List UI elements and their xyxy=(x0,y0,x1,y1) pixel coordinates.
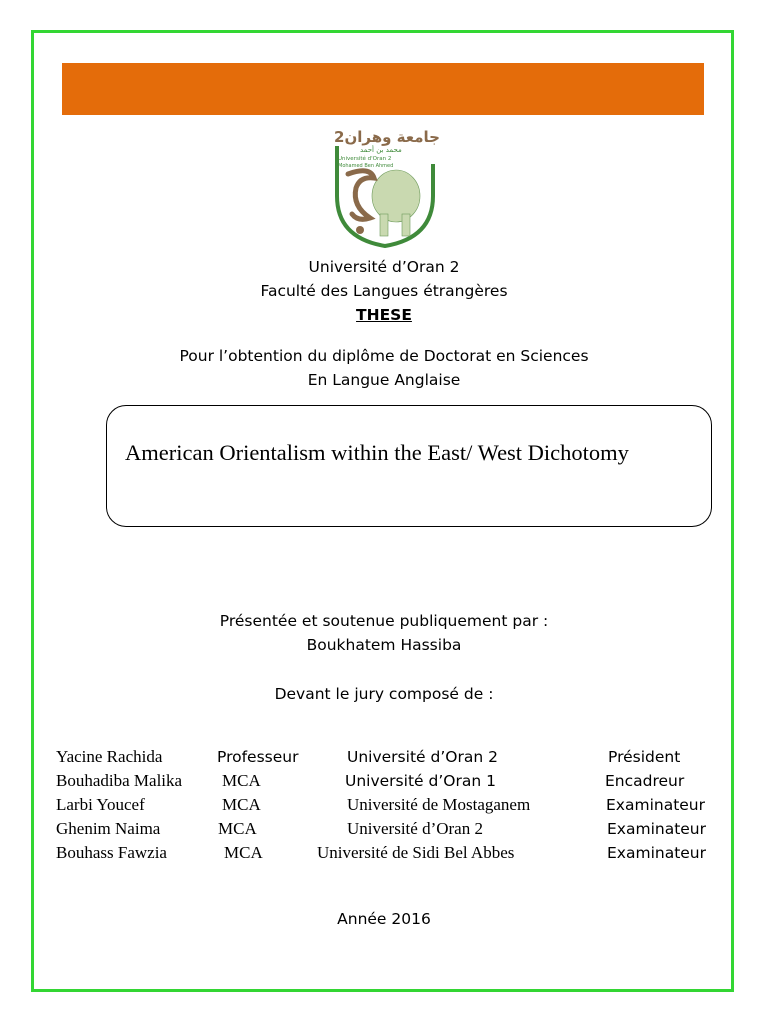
jury-name: Ghenim Naima xyxy=(56,819,161,838)
jury-row xyxy=(0,770,768,792)
document-type: THESE xyxy=(356,306,412,324)
jury-institution: Université d’Oran 1 xyxy=(345,772,496,790)
jury-row xyxy=(0,794,768,816)
purpose-line-2: En Langue Anglaise xyxy=(307,371,461,389)
faculty-name: Faculté des Langues étrangères xyxy=(260,282,508,300)
jury-role: Examinateur xyxy=(607,820,707,838)
presented-by-label: Présentée et soutenue publiquement par : xyxy=(219,612,549,630)
thesis-title-box xyxy=(106,405,712,527)
jury-rank: Professeur xyxy=(217,748,299,766)
jury-name: Yacine Rachida xyxy=(56,747,163,766)
logo-arabic-subtext: محمد بن أحمد xyxy=(360,146,402,154)
jury-name: Bouhadiba Malika xyxy=(56,771,183,790)
jury-rank: MCA xyxy=(218,819,257,838)
thesis-title: American Orientalism within the East/ West Dichotomy xyxy=(125,440,629,465)
header-banner xyxy=(62,63,704,115)
jury-row xyxy=(0,818,768,840)
jury-institution: Université d’Oran 2 xyxy=(347,748,498,766)
jury-intro: Devant le jury composé de : xyxy=(274,685,494,703)
jury-institution: Université de Sidi Bel Abbes xyxy=(317,843,515,862)
jury-rank: MCA xyxy=(224,843,263,862)
jury-institution: Université de Mostaganem xyxy=(347,795,531,814)
jury-role: Examinateur xyxy=(607,844,707,862)
jury-role: Examinateur xyxy=(606,796,706,814)
jury-name: Bouhass Fawzia xyxy=(56,843,167,862)
logo-latin-text-2: Mohamed Ben Ahmed xyxy=(338,163,394,169)
university-logo xyxy=(330,126,440,248)
jury-rank: MCA xyxy=(222,771,261,790)
jury-role: Encadreur xyxy=(605,772,685,790)
year: Année 2016 xyxy=(337,910,431,928)
jury-row xyxy=(0,842,768,864)
logo-latin-text-1: Université d'Oran 2 xyxy=(338,156,392,162)
logo-arabic-text: جامعة وهران2 xyxy=(334,128,440,146)
jury-rank: MCA xyxy=(222,795,261,814)
purpose-line-1: Pour l’obtention du diplôme de Doctorat en Sciences xyxy=(179,347,589,365)
jury-row xyxy=(0,746,768,768)
jury-institution: Université d’Oran 2 xyxy=(347,819,483,838)
jury-name: Larbi Youcef xyxy=(56,795,145,814)
author-name: Boukhatem Hassiba xyxy=(306,636,462,654)
university-name: Université d’Oran 2 xyxy=(308,258,460,276)
jury-role: Président xyxy=(608,748,681,766)
